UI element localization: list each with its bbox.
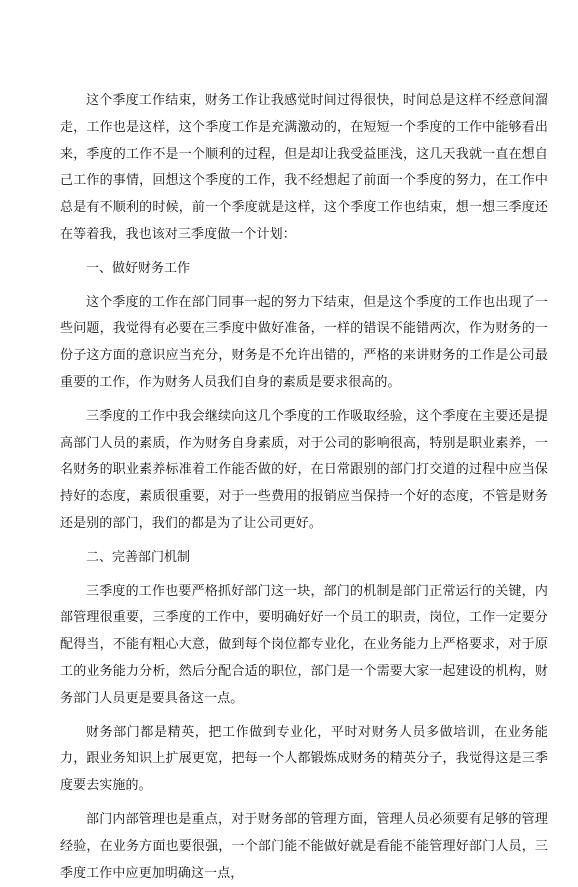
spacer xyxy=(60,249,548,256)
section-heading-2: 二、完善部门机制 xyxy=(86,549,191,565)
section-heading-1: 一、做好财务工作 xyxy=(86,260,191,276)
document-page xyxy=(60,88,548,887)
spacer xyxy=(60,538,548,545)
paragraph-section2-c: 部门内部管理也是重点，对于财务部的管理方面，管理人员必须要有足够的管理经验，在业务方面也要很强，一个部门能不能做好就是看能不能管理好部门人员，三季度工作中应更加明确这一点， xyxy=(60,811,548,881)
paragraph-intro: 这个季度工作结束，财务工作让我感觉时间过得很快，时间总是这样不经意间溜走，工作也是这样，这个季度工作是充满激动的，在短短一个季度的工作中能够看出来，季度的工作不是一个顺利的过程，但是却让我受益匪浅，这几天我就一直在想自己工作的事情，回想这个季度的工作，我不经想起了前面一个季度的努力，在工作中总是有不顺利的时候，前一个季度就是这样，这个季度工作也结束，想一想三季度还在等着我，我也该对三季度做一个计划： xyxy=(60,93,548,242)
paragraph-section2-a: 三季度的工作也要严格抓好部门这一块，部门的机制是部门正常运行的关键，内部管理很重要，三季度的工作中，要明确好好一个员工的职责，岗位，工作一定要分配得当，不能有粗心大意，做到每个岗位都专业化，在业务能力上严格要求，对于原工的业务能力分析，然后分配合适的职位，部门是一个需要大家一起建设的机构，财务部门人员更是要具备这一点。 xyxy=(60,583,548,706)
spacer xyxy=(60,572,548,579)
paragraph-section1-a: 这个季度的工作在部门同事一起的努力下结束，但是这个季度的工作也出现了一些问题，我觉得有必要在三季度中做好准备，一样的错误不能错两次，作为财务的一份子这方面的意识应当充分，财务是不允许出错的，严格的来讲财务的工作是公司最重要的工作，作为财务人员我们自身的素质是要求很高的。 xyxy=(60,294,548,390)
spacer xyxy=(60,713,548,720)
spacer xyxy=(60,283,548,290)
paragraph-section1-b: 三季度的工作中我会继续向这几个季度的工作吸取经验，这个季度在主要还是提高部门人员的素质，作为财务自身素质，对于公司的影响很高，特别是职业素养，一名财务的职业素养标准着工作能否做的好，在日常跟别的部门打交道的过程中应当保持好的态度，素质很重要，对于一些费用的报销应当保持一个好的态度，不管是财务还是别的部门，我们的都是为了让公司更好。 xyxy=(60,408,548,531)
spacer xyxy=(60,800,548,807)
spacer xyxy=(60,397,548,404)
paragraph-section2-b: 财务部门都是精英，把工作做到专业化，平时对财务人员多做培训，在业务能力，跟业务知识上扩展更宽，把每一个人都锻炼成财务的精英分子，我觉得这是三季度要去实施的。 xyxy=(60,724,548,794)
